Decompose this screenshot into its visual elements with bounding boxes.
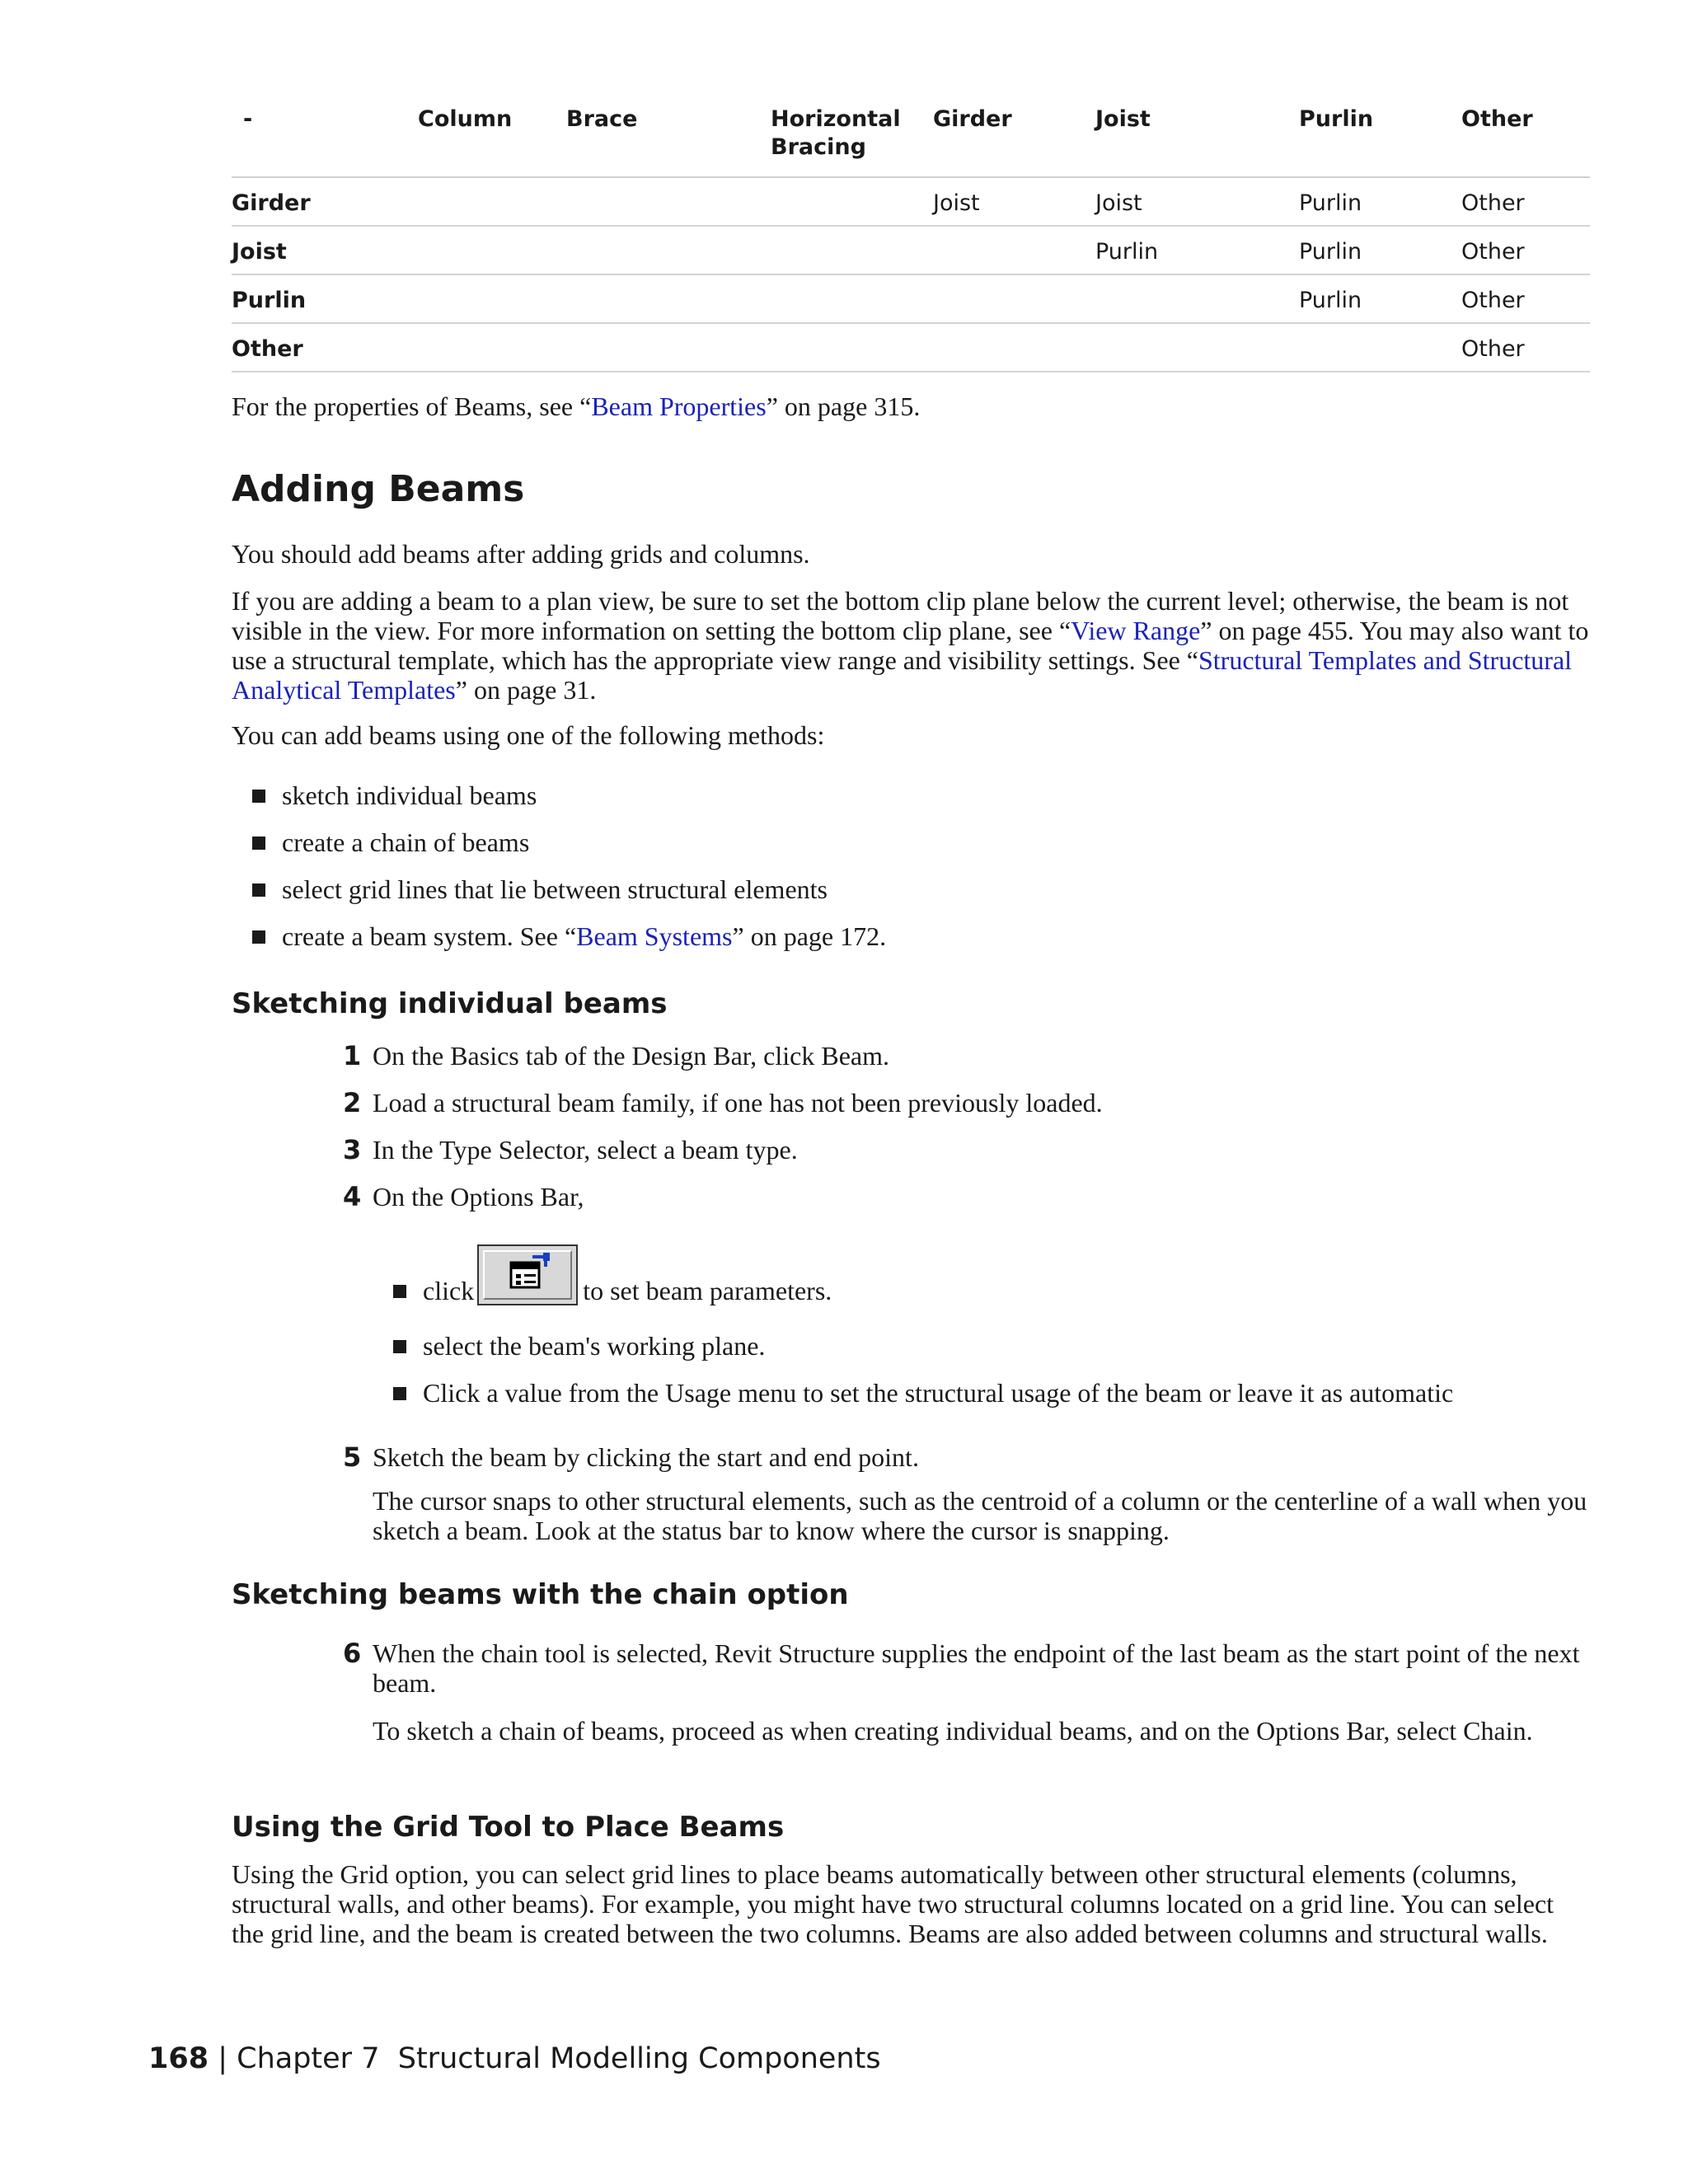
- table-cell: [566, 226, 771, 274]
- step-note: The cursor snaps to other structural elements, such as the centroid of a column or the centerline of a wall when you sketch a beam. Look at the status bar to know where the cursor is snapping.: [373, 1486, 1587, 1545]
- table-cell: Other: [1461, 226, 1590, 274]
- step-item: 6 When the chain tool is selected, Revit Structure supplies the endpoint of the last beam as the start point of the next beam.: [343, 1638, 1580, 1698]
- table-header-row: [232, 105, 1590, 177]
- subsection-title: Using the Grid Tool to Place Beams: [232, 1811, 785, 1844]
- table-row-header: Girder: [232, 177, 418, 226]
- table-row-header: Joist: [232, 226, 418, 274]
- table-header-cell: Joist: [1095, 105, 1299, 177]
- step-item: 2 Load a structural beam family, if one has not been previously loaded.: [343, 1087, 1103, 1118]
- step-item: 1 On the Basics tab of the Design Bar, click Beam.: [343, 1040, 889, 1071]
- table-row: [232, 323, 1590, 372]
- table-cell: Purlin: [1299, 274, 1461, 323]
- table-cell: Purlin: [1299, 177, 1461, 226]
- table-cell: Other: [1461, 323, 1590, 372]
- table-cell: [771, 274, 933, 323]
- bullet-icon: [252, 883, 265, 897]
- table-row: [232, 226, 1590, 274]
- paragraph: You should add beams after adding grids and columns.: [232, 539, 810, 569]
- bullet-icon: [252, 837, 265, 850]
- usage-table: [232, 105, 1590, 373]
- list-item: create a chain of beams: [252, 827, 529, 857]
- table-cell: Other: [1461, 274, 1590, 323]
- list-item: create a beam system. See “Beam Systems” on page 172.: [252, 921, 886, 951]
- step-note: To sketch a chain of beams, proceed as when creating individual beams, and on the Options Bar, select Chain.: [373, 1716, 1533, 1746]
- bullet-icon: [252, 930, 265, 944]
- table-cell: [1299, 323, 1461, 372]
- table-header-cell: Purlin: [1299, 105, 1461, 177]
- table-cell: [771, 323, 933, 372]
- paragraph: If you are adding a beam to a plan view, be sure to set the bottom clip plane below the current level; otherwise, the beam is not visible in the view. For more information on setting the bottom clip plane, see “View Range” on page 455. You may also want to use a structural template, which has the appropriate view range and visibility settings. See “Structural Templates and Structural Analytical Templates” on page 31.: [232, 586, 1589, 705]
- list-item: click to set beam parameters.: [393, 1244, 832, 1305]
- table-cell: [418, 177, 566, 226]
- table-cell: [771, 226, 933, 274]
- table-cell: [566, 323, 771, 372]
- bullet-icon: [393, 1387, 406, 1400]
- table-cell: [418, 274, 566, 323]
- table-cell: [566, 274, 771, 323]
- properties-icon: [481, 1249, 574, 1301]
- bullet-icon: [393, 1340, 406, 1353]
- page-number: 168: [148, 2042, 209, 2075]
- table-header-cell: Horizontal Bracing: [771, 105, 933, 177]
- bullet-icon: [393, 1285, 406, 1298]
- table-cell: Purlin: [1299, 226, 1461, 274]
- table-cell: [418, 226, 566, 274]
- table-cell: [771, 177, 933, 226]
- table-header-cell: Brace: [566, 105, 771, 177]
- step-item: 3 In the Type Selector, select a beam type.: [343, 1134, 798, 1165]
- page-footer: [148, 2042, 881, 2075]
- table-header-cell: Other: [1461, 105, 1590, 177]
- bullet-icon: [252, 790, 265, 803]
- view-range-link[interactable]: View Range: [1071, 616, 1201, 645]
- footer-chapter-title: Structural Modelling Components: [397, 2042, 881, 2075]
- table-row-header: Other: [232, 323, 418, 372]
- table-cell: [933, 274, 1095, 323]
- step-item: 4 On the Options Bar,: [343, 1181, 584, 1212]
- subsection-title: Sketching individual beams: [232, 987, 668, 1020]
- table-cell: Purlin: [1095, 226, 1299, 274]
- step-item: 5 Sketch the beam by clicking the start and end point.: [343, 1441, 919, 1473]
- table-row: [232, 274, 1590, 323]
- section-title: Adding Beams: [232, 468, 525, 510]
- footer-separator: |: [218, 2042, 227, 2075]
- element-properties-button[interactable]: [477, 1244, 578, 1305]
- beam-properties-reference: For the properties of Beams, see “Beam Properties” on page 315.: [232, 391, 921, 421]
- list-item: sketch individual beams: [252, 780, 537, 810]
- table-cell: Joist: [933, 177, 1095, 226]
- structural-templates-link[interactable]: Structural Templates and Structural Analytical Templates: [232, 645, 1573, 705]
- table-cell: Other: [1461, 177, 1590, 226]
- paragraph: Using the Grid option, you can select grid lines to place beams automatically between other structural elements (columns, structural walls, and other beams). For example, you might have two structural columns located on a grid line. You can select the grid line, and the beam is created between the two columns. Beams are also added between columns and structural walls.: [232, 1859, 1554, 1948]
- list-item: select grid lines that lie between structural elements: [252, 874, 828, 904]
- subsection-title: Sketching beams with the chain option: [232, 1578, 849, 1611]
- table-cell: [933, 226, 1095, 274]
- table-cell: [566, 177, 771, 226]
- table-cell: [1095, 274, 1299, 323]
- table-header-cell: -: [232, 105, 418, 177]
- table-header-cell: Girder: [933, 105, 1095, 177]
- table-cell: Joist: [1095, 177, 1299, 226]
- table-row: [232, 177, 1590, 226]
- beam-systems-link[interactable]: Beam Systems: [576, 921, 733, 951]
- table-header-cell: Column: [418, 105, 566, 177]
- list-item: Click a value from the Usage menu to set the structural usage of the beam or leave it as automatic: [393, 1378, 1453, 1408]
- table-cell: [933, 323, 1095, 372]
- table-row-header: Purlin: [232, 274, 418, 323]
- table-cell: [418, 323, 566, 372]
- paragraph: You can add beams using one of the following methods:: [232, 720, 825, 750]
- footer-chapter: Chapter 7: [237, 2042, 380, 2075]
- beam-properties-link[interactable]: Beam Properties: [591, 391, 767, 421]
- table-cell: [1095, 323, 1299, 372]
- list-item: select the beam's working plane.: [393, 1331, 765, 1361]
